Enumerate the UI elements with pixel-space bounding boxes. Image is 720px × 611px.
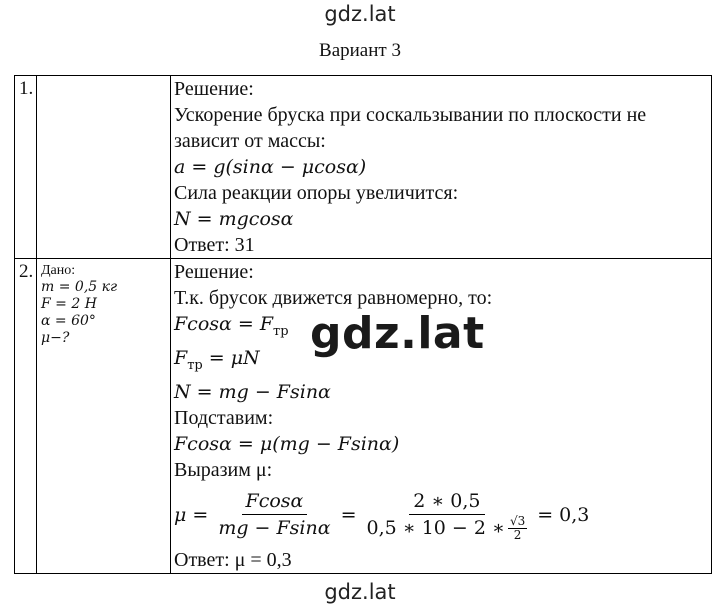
formula-lhs: μ = xyxy=(174,503,209,526)
solution-text: зависит от массы: xyxy=(174,130,326,152)
solution-text: Ускорение бруска при соскальзывании по плоскости не xyxy=(174,104,647,126)
given-item: α = 60° xyxy=(41,313,96,329)
problem-number: 1. xyxy=(15,76,37,259)
variant-title: Вариант 3 xyxy=(319,40,401,61)
table-row xyxy=(15,76,712,259)
solution-heading: Решение: xyxy=(174,78,254,100)
numerator: Fcosα xyxy=(242,488,308,515)
formula-line: a = g(sinα − μcosα) xyxy=(174,156,367,178)
sqrt-numerator: √3 xyxy=(509,513,526,528)
solution-text: Т.к. брусок движется равномерно, то: xyxy=(174,287,493,309)
fraction xyxy=(214,488,334,541)
equals-sign: = xyxy=(340,503,357,526)
numerator: 2 ∗ 0,5 xyxy=(409,488,484,515)
given-cell xyxy=(37,76,171,259)
given-item: m = 0,5 кг xyxy=(41,279,118,295)
answer-line: Ответ: 31 xyxy=(174,234,255,256)
fraction xyxy=(363,488,532,542)
watermark-top: gdz.lat xyxy=(324,2,396,26)
given-heading: Дано: xyxy=(41,263,76,278)
watermark-bottom: gdz.lat xyxy=(324,580,396,604)
solution-text: Сила реакции опоры увеличится: xyxy=(174,182,459,204)
sqrt-fraction xyxy=(508,515,527,542)
given-cell xyxy=(37,259,171,574)
fraction-formula xyxy=(174,483,711,547)
formula-line: N = mgcosα xyxy=(174,208,294,230)
given-item: μ−? xyxy=(41,330,70,346)
formula-text: F xyxy=(174,346,188,369)
solution-text: Подставим: xyxy=(174,406,274,429)
solution-cell xyxy=(171,76,712,259)
answer-line: Ответ: μ = 0,3 xyxy=(174,548,292,571)
result: = 0,3 xyxy=(537,503,590,526)
sqrt-denominator: 2 xyxy=(513,527,522,542)
solution-cell xyxy=(171,259,712,574)
denominator: mg − Fsinα xyxy=(218,517,331,540)
formula-text: = μN xyxy=(202,346,260,369)
solution-text: Выразим μ: xyxy=(174,458,273,481)
formula-line: Fcosα = μ(mg − Fsinα) xyxy=(174,432,400,455)
subscript: тр xyxy=(187,357,203,373)
given-item: F = 2 Н xyxy=(41,296,97,312)
solution-heading: Решение: xyxy=(174,261,254,283)
table-row xyxy=(15,259,712,574)
watermark-center: gdz.lat xyxy=(310,308,485,359)
problem-number: 2. xyxy=(15,259,37,574)
formula-line: N = mg − Fsinα xyxy=(174,380,331,403)
denominator-text: 0,5 ∗ 10 − 2 ∗ xyxy=(366,517,505,540)
denominator xyxy=(363,515,532,542)
subscript: тр xyxy=(273,323,289,339)
formula-text: Fcosα = F xyxy=(174,313,274,335)
